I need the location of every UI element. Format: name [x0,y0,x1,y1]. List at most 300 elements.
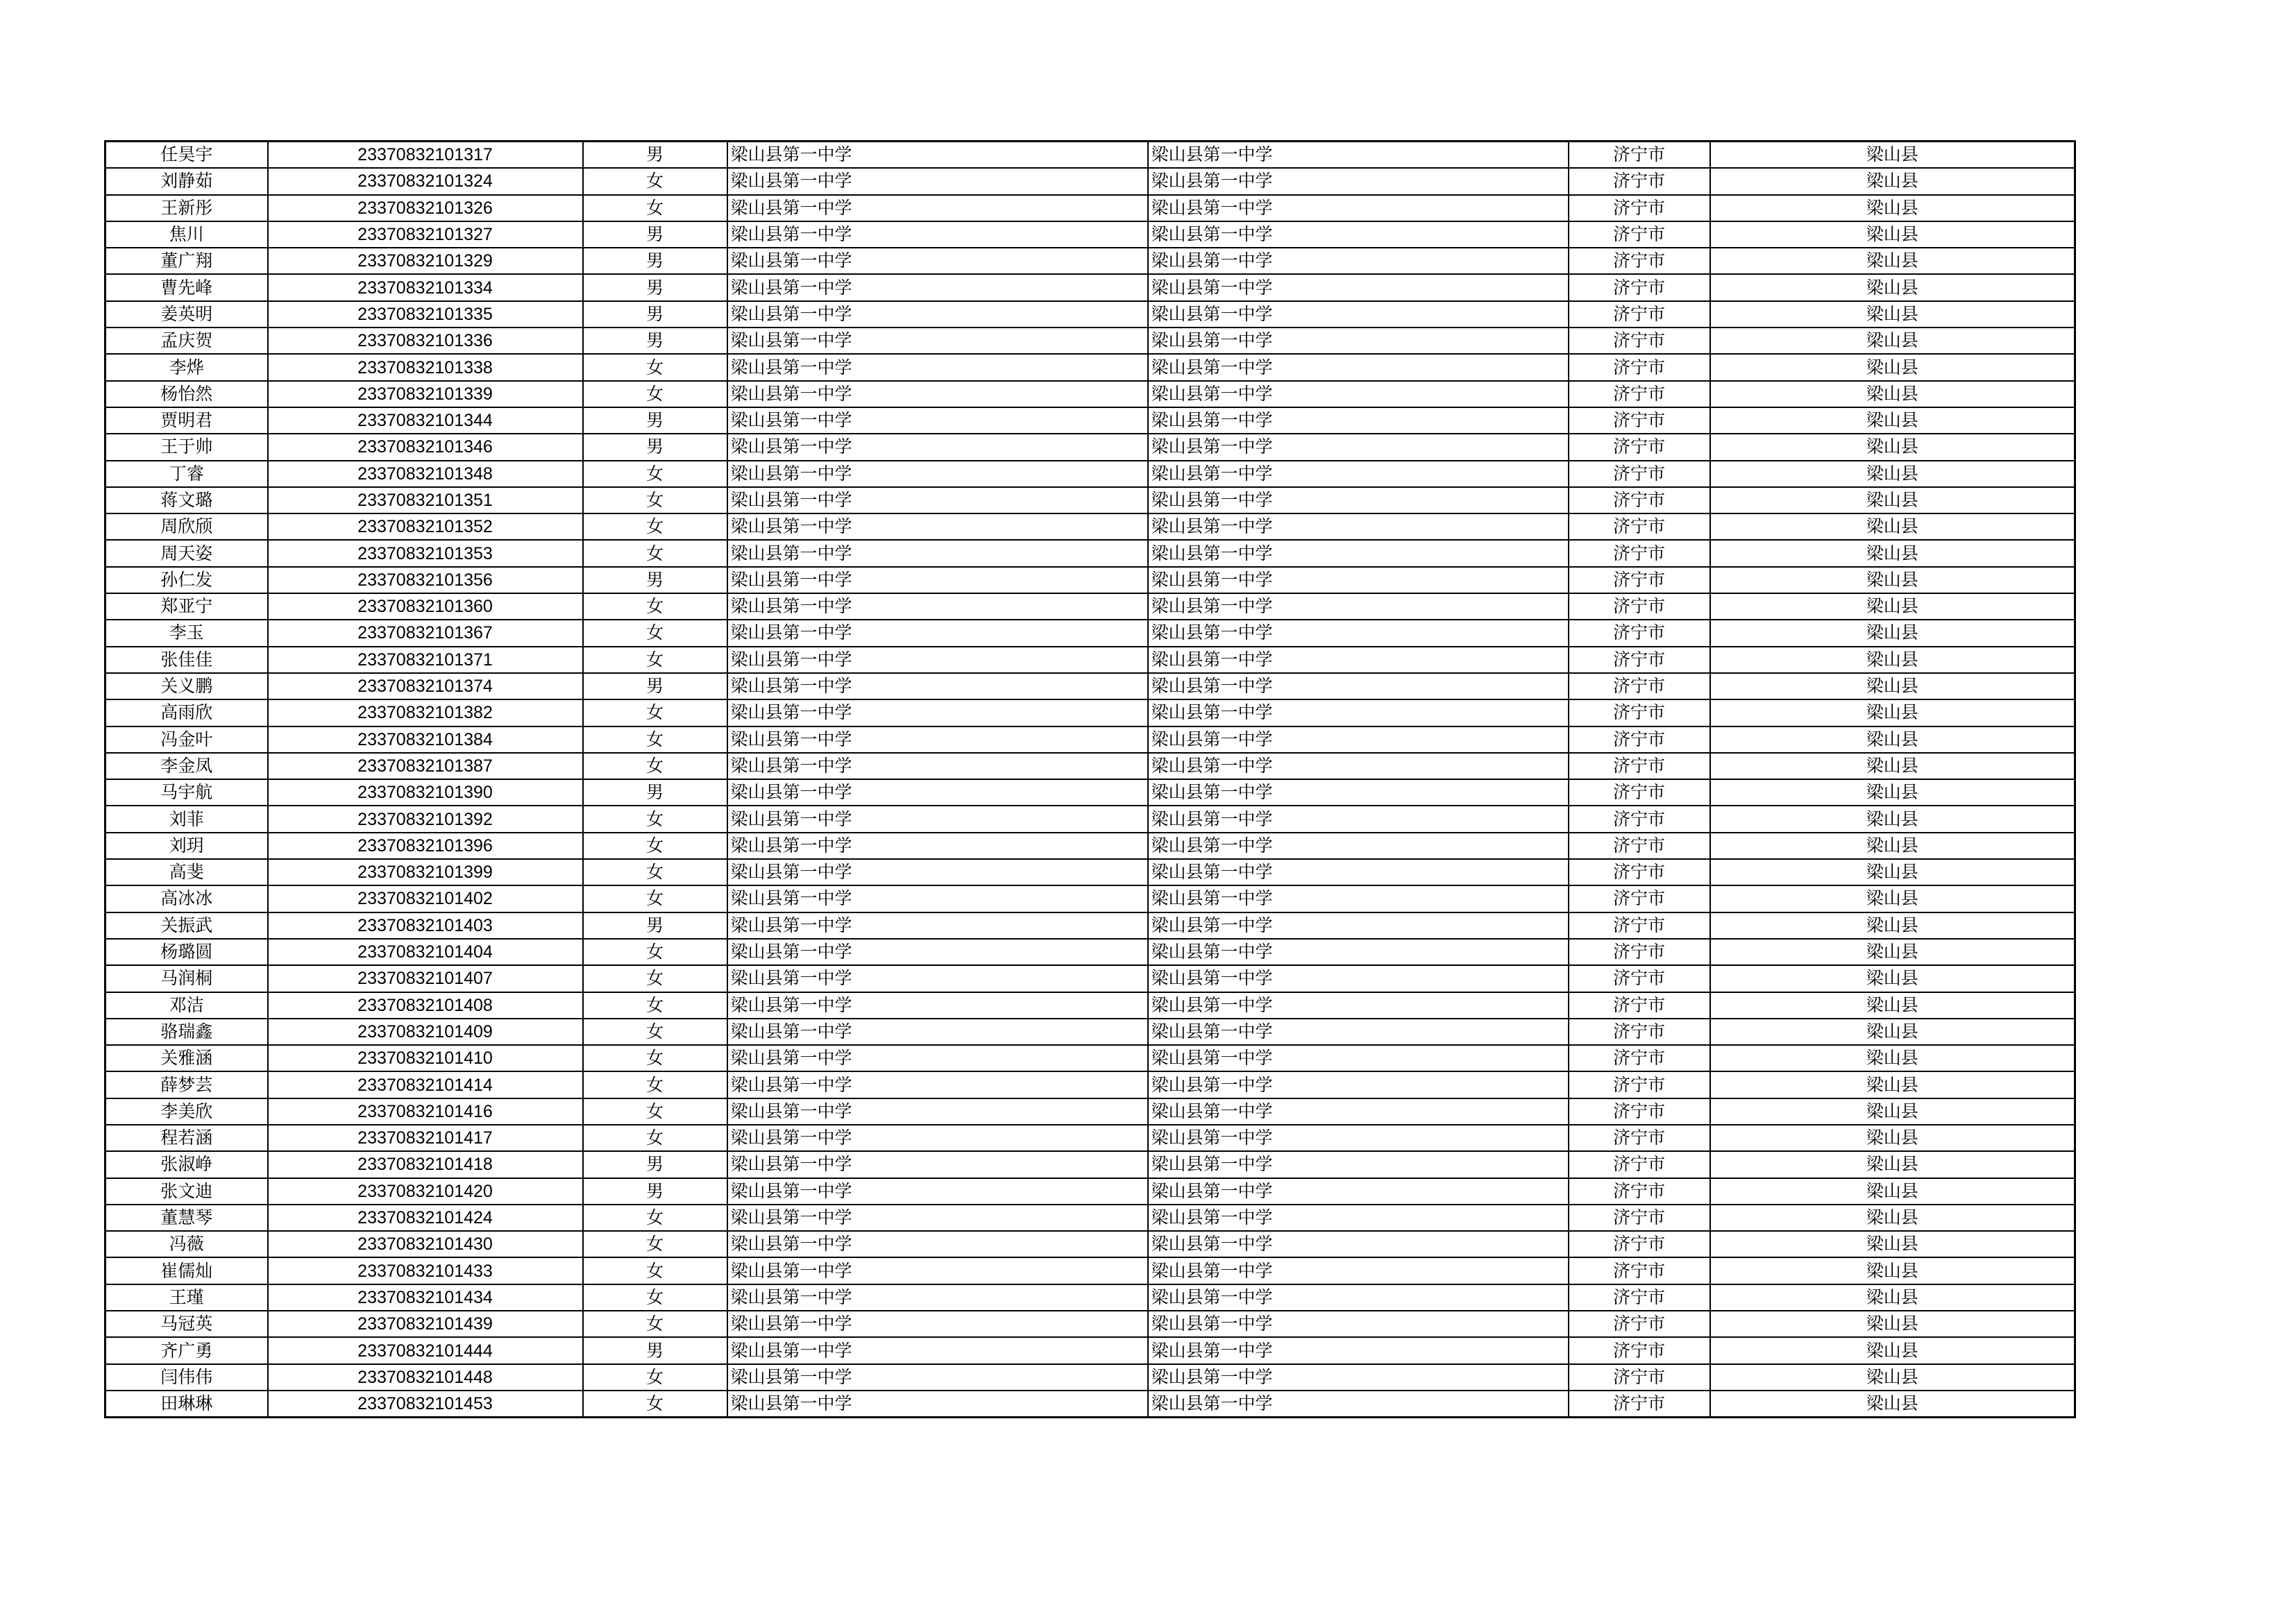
gender-cell: 男 [583,779,727,806]
table-row [105,833,2075,859]
gender-cell: 女 [583,1205,727,1231]
school-cell: 梁山县第一中学 [727,1071,1148,1098]
registered-school-cell: 梁山县第一中学 [1148,1364,1569,1391]
city-cell: 济宁市 [1569,1364,1710,1391]
county-cell: 梁山县 [1710,992,2075,1019]
exam-id-cell: 23370832101338 [268,354,583,380]
gender-cell: 女 [583,1284,727,1311]
city-cell: 济宁市 [1569,1125,1710,1151]
student-name-cell: 程若涵 [105,1125,268,1151]
exam-id-cell: 23370832101439 [268,1311,583,1337]
table-row [105,407,2075,434]
registered-school-cell: 梁山县第一中学 [1148,992,1569,1019]
city-cell: 济宁市 [1569,992,1710,1019]
school-cell: 梁山县第一中学 [727,726,1148,753]
school-cell: 梁山县第一中学 [727,965,1148,992]
registered-school-cell: 梁山县第一中学 [1148,1045,1569,1071]
registered-school-cell: 梁山县第一中学 [1148,1257,1569,1284]
registered-school-cell: 梁山县第一中学 [1148,593,1569,620]
gender-cell: 女 [583,885,727,912]
gender-cell: 男 [583,328,727,354]
student-name-cell: 张淑峥 [105,1151,268,1178]
city-cell: 济宁市 [1569,1284,1710,1311]
student-name-cell: 李玉 [105,620,268,646]
city-cell: 济宁市 [1569,620,1710,646]
registered-school-cell: 梁山县第一中学 [1148,965,1569,992]
school-cell: 梁山县第一中学 [727,407,1148,434]
registered-school-cell: 梁山县第一中学 [1148,1019,1569,1045]
school-cell: 梁山县第一中学 [727,461,1148,487]
exam-id-cell: 23370832101329 [268,248,583,274]
county-cell: 梁山县 [1710,673,2075,699]
city-cell: 济宁市 [1569,806,1710,832]
registered-school-cell: 梁山县第一中学 [1148,513,1569,540]
county-cell: 梁山县 [1710,620,2075,646]
gender-cell: 女 [583,699,727,726]
school-cell: 梁山县第一中学 [727,1231,1148,1257]
gender-cell: 男 [583,1151,727,1178]
city-cell: 济宁市 [1569,1205,1710,1231]
county-cell: 梁山县 [1710,859,2075,885]
registered-school-cell: 梁山县第一中学 [1148,806,1569,832]
county-cell: 梁山县 [1710,513,2075,540]
registered-school-cell: 梁山县第一中学 [1148,274,1569,300]
exam-id-cell: 23370832101410 [268,1045,583,1071]
school-cell: 梁山县第一中学 [727,328,1148,354]
exam-id-cell: 23370832101326 [268,195,583,221]
table-row [105,593,2075,620]
registered-school-cell: 梁山县第一中学 [1148,939,1569,965]
registered-school-cell: 梁山县第一中学 [1148,1151,1569,1178]
county-cell: 梁山县 [1710,1231,2075,1257]
city-cell: 济宁市 [1569,1178,1710,1205]
exam-id-cell: 23370832101399 [268,859,583,885]
exam-id-cell: 23370832101416 [268,1098,583,1125]
school-cell: 梁山县第一中学 [727,620,1148,646]
student-name-cell: 张文迪 [105,1178,268,1205]
table-row [105,142,2075,169]
city-cell: 济宁市 [1569,753,1710,779]
county-cell: 梁山县 [1710,885,2075,912]
registered-school-cell: 梁山县第一中学 [1148,753,1569,779]
city-cell: 济宁市 [1569,328,1710,354]
school-cell: 梁山县第一中学 [727,1098,1148,1125]
table-row [105,248,2075,274]
gender-cell: 女 [583,168,727,194]
registered-school-cell: 梁山县第一中学 [1148,381,1569,407]
school-cell: 梁山县第一中学 [727,248,1148,274]
gender-cell: 女 [583,487,727,513]
city-cell: 济宁市 [1569,381,1710,407]
table-row [105,1391,2075,1418]
table-row [105,301,2075,328]
school-cell: 梁山县第一中学 [727,753,1148,779]
table-row [105,354,2075,380]
school-cell: 梁山县第一中学 [727,301,1148,328]
exam-id-cell: 23370832101348 [268,461,583,487]
student-name-cell: 冯薇 [105,1231,268,1257]
student-name-cell: 杨璐圆 [105,939,268,965]
exam-id-cell: 23370832101408 [268,992,583,1019]
gender-cell: 女 [583,195,727,221]
county-cell: 梁山县 [1710,1257,2075,1284]
gender-cell: 女 [583,992,727,1019]
table-row [105,434,2075,460]
exam-id-cell: 23370832101434 [268,1284,583,1311]
exam-id-cell: 23370832101317 [268,142,583,169]
county-cell: 梁山县 [1710,1364,2075,1391]
gender-cell: 女 [583,354,727,380]
gender-cell: 男 [583,912,727,939]
school-cell: 梁山县第一中学 [727,195,1148,221]
exam-id-cell: 23370832101324 [268,168,583,194]
city-cell: 济宁市 [1569,1098,1710,1125]
exam-id-cell: 23370832101420 [268,1178,583,1205]
school-cell: 梁山县第一中学 [727,513,1148,540]
table-row [105,487,2075,513]
registered-school-cell: 梁山县第一中学 [1148,779,1569,806]
school-cell: 梁山县第一中学 [727,142,1148,169]
gender-cell: 男 [583,248,727,274]
registered-school-cell: 梁山县第一中学 [1148,461,1569,487]
school-cell: 梁山县第一中学 [727,1391,1148,1418]
city-cell: 济宁市 [1569,274,1710,300]
city-cell: 济宁市 [1569,487,1710,513]
city-cell: 济宁市 [1569,354,1710,380]
registered-school-cell: 梁山县第一中学 [1148,221,1569,248]
city-cell: 济宁市 [1569,221,1710,248]
table-row [105,1337,2075,1363]
registered-school-cell: 梁山县第一中学 [1148,567,1569,593]
registered-school-cell: 梁山县第一中学 [1148,1231,1569,1257]
county-cell: 梁山县 [1710,726,2075,753]
student-name-cell: 王瑾 [105,1284,268,1311]
city-cell: 济宁市 [1569,859,1710,885]
city-cell: 济宁市 [1569,833,1710,859]
table-row [105,221,2075,248]
county-cell: 梁山县 [1710,461,2075,487]
school-cell: 梁山县第一中学 [727,673,1148,699]
registered-school-cell: 梁山县第一中学 [1148,673,1569,699]
exam-id-cell: 23370832101344 [268,407,583,434]
table-row [105,1284,2075,1311]
county-cell: 梁山县 [1710,434,2075,460]
exam-id-cell: 23370832101384 [268,726,583,753]
student-name-cell: 董慧琴 [105,1205,268,1231]
student-name-cell: 马宇航 [105,779,268,806]
table-row [105,1125,2075,1151]
school-cell: 梁山县第一中学 [727,699,1148,726]
gender-cell: 女 [583,1391,727,1418]
county-cell: 梁山县 [1710,168,2075,194]
table-row [105,1311,2075,1337]
student-name-cell: 焦川 [105,221,268,248]
school-cell: 梁山县第一中学 [727,1284,1148,1311]
registered-school-cell: 梁山县第一中学 [1148,248,1569,274]
table-row [105,1151,2075,1178]
county-cell: 梁山县 [1710,912,2075,939]
city-cell: 济宁市 [1569,912,1710,939]
city-cell: 济宁市 [1569,407,1710,434]
gender-cell: 女 [583,1231,727,1257]
school-cell: 梁山县第一中学 [727,1337,1148,1363]
table-row [105,992,2075,1019]
student-name-cell: 丁睿 [105,461,268,487]
exam-id-cell: 23370832101353 [268,540,583,566]
student-name-cell: 任昊宇 [105,142,268,169]
registered-school-cell: 梁山县第一中学 [1148,859,1569,885]
table-row [105,195,2075,221]
exam-id-cell: 23370832101390 [268,779,583,806]
city-cell: 济宁市 [1569,1071,1710,1098]
city-cell: 济宁市 [1569,513,1710,540]
registered-school-cell: 梁山县第一中学 [1148,1311,1569,1337]
exam-id-cell: 23370832101414 [268,1071,583,1098]
table-row [105,381,2075,407]
gender-cell: 男 [583,301,727,328]
school-cell: 梁山县第一中学 [727,647,1148,673]
county-cell: 梁山县 [1710,1337,2075,1363]
county-cell: 梁山县 [1710,779,2075,806]
county-cell: 梁山县 [1710,965,2075,992]
gender-cell: 女 [583,1045,727,1071]
city-cell: 济宁市 [1569,168,1710,194]
county-cell: 梁山县 [1710,833,2075,859]
county-cell: 梁山县 [1710,1205,2075,1231]
registered-school-cell: 梁山县第一中学 [1148,1098,1569,1125]
student-name-cell: 关振武 [105,912,268,939]
exam-id-cell: 23370832101335 [268,301,583,328]
city-cell: 济宁市 [1569,540,1710,566]
student-name-cell: 王新彤 [105,195,268,221]
county-cell: 梁山县 [1710,806,2075,832]
gender-cell: 女 [583,540,727,566]
school-cell: 梁山县第一中学 [727,567,1148,593]
exam-id-cell: 23370832101367 [268,620,583,646]
county-cell: 梁山县 [1710,1045,2075,1071]
student-name-cell: 李烨 [105,354,268,380]
table-row [105,1045,2075,1071]
student-name-cell: 刘玥 [105,833,268,859]
county-cell: 梁山县 [1710,221,2075,248]
exam-id-cell: 23370832101430 [268,1231,583,1257]
city-cell: 济宁市 [1569,434,1710,460]
gender-cell: 男 [583,1178,727,1205]
exam-id-cell: 23370832101417 [268,1125,583,1151]
exam-id-cell: 23370832101392 [268,806,583,832]
table-row [105,328,2075,354]
student-name-cell: 高冰冰 [105,885,268,912]
student-name-cell: 姜英明 [105,301,268,328]
city-cell: 济宁市 [1569,1019,1710,1045]
school-cell: 梁山县第一中学 [727,992,1148,1019]
gender-cell: 男 [583,274,727,300]
city-cell: 济宁市 [1569,248,1710,274]
exam-id-cell: 23370832101382 [268,699,583,726]
exam-id-cell: 23370832101336 [268,328,583,354]
registered-school-cell: 梁山县第一中学 [1148,1284,1569,1311]
table-row [105,859,2075,885]
county-cell: 梁山县 [1710,567,2075,593]
gender-cell: 女 [583,939,727,965]
exam-id-cell: 23370832101403 [268,912,583,939]
table-row [105,912,2075,939]
student-name-cell: 李金凤 [105,753,268,779]
gender-cell: 女 [583,381,727,407]
student-name-cell: 郑亚宁 [105,593,268,620]
student-name-cell: 孙仁发 [105,567,268,593]
county-cell: 梁山县 [1710,1284,2075,1311]
student-name-cell: 刘菲 [105,806,268,832]
exam-id-cell: 23370832101360 [268,593,583,620]
city-cell: 济宁市 [1569,1257,1710,1284]
county-cell: 梁山县 [1710,753,2075,779]
registered-school-cell: 梁山县第一中学 [1148,168,1569,194]
registered-school-cell: 梁山县第一中学 [1148,912,1569,939]
student-name-cell: 邓洁 [105,992,268,1019]
student-name-cell: 周欣颀 [105,513,268,540]
county-cell: 梁山县 [1710,248,2075,274]
registered-school-cell: 梁山县第一中学 [1148,540,1569,566]
exam-id-cell: 23370832101374 [268,673,583,699]
school-cell: 梁山县第一中学 [727,779,1148,806]
registered-school-cell: 梁山县第一中学 [1148,1125,1569,1151]
registered-school-cell: 梁山县第一中学 [1148,434,1569,460]
city-cell: 济宁市 [1569,1337,1710,1363]
county-cell: 梁山县 [1710,407,2075,434]
gender-cell: 男 [583,142,727,169]
table-row [105,753,2075,779]
school-cell: 梁山县第一中学 [727,1205,1148,1231]
student-name-cell: 张佳佳 [105,647,268,673]
city-cell: 济宁市 [1569,779,1710,806]
school-cell: 梁山县第一中学 [727,381,1148,407]
city-cell: 济宁市 [1569,593,1710,620]
exam-id-cell: 23370832101334 [268,274,583,300]
school-cell: 梁山县第一中学 [727,1019,1148,1045]
city-cell: 济宁市 [1569,461,1710,487]
county-cell: 梁山县 [1710,1125,2075,1151]
registered-school-cell: 梁山县第一中学 [1148,885,1569,912]
county-cell: 梁山县 [1710,328,2075,354]
registered-school-cell: 梁山县第一中学 [1148,328,1569,354]
exam-id-cell: 23370832101448 [268,1364,583,1391]
table-row [105,1257,2075,1284]
gender-cell: 女 [583,1071,727,1098]
exam-id-cell: 23370832101346 [268,434,583,460]
gender-cell: 女 [583,1364,727,1391]
registered-school-cell: 梁山县第一中学 [1148,620,1569,646]
school-cell: 梁山县第一中学 [727,1311,1148,1337]
table-row [105,1205,2075,1231]
county-cell: 梁山县 [1710,699,2075,726]
exam-id-cell: 23370832101404 [268,939,583,965]
county-cell: 梁山县 [1710,1151,2075,1178]
student-name-cell: 马冠英 [105,1311,268,1337]
student-name-cell: 齐广勇 [105,1337,268,1363]
gender-cell: 男 [583,567,727,593]
student-name-cell: 闫伟伟 [105,1364,268,1391]
exam-id-cell: 23370832101453 [268,1391,583,1418]
gender-cell: 女 [583,593,727,620]
student-name-cell: 冯金叶 [105,726,268,753]
city-cell: 济宁市 [1569,965,1710,992]
exam-id-cell: 23370832101351 [268,487,583,513]
county-cell: 梁山县 [1710,195,2075,221]
exam-id-cell: 23370832101409 [268,1019,583,1045]
school-cell: 梁山县第一中学 [727,1125,1148,1151]
student-name-cell: 田琳琳 [105,1391,268,1418]
school-cell: 梁山县第一中学 [727,540,1148,566]
student-name-cell: 刘静茹 [105,168,268,194]
school-cell: 梁山县第一中学 [727,593,1148,620]
gender-cell: 女 [583,461,727,487]
school-cell: 梁山县第一中学 [727,1364,1148,1391]
city-cell: 济宁市 [1569,1391,1710,1418]
gender-cell: 女 [583,1125,727,1151]
gender-cell: 女 [583,859,727,885]
student-name-cell: 杨怡然 [105,381,268,407]
city-cell: 济宁市 [1569,647,1710,673]
table-row [105,647,2075,673]
registered-school-cell: 梁山县第一中学 [1148,487,1569,513]
table-row [105,567,2075,593]
student-name-cell: 崔儒灿 [105,1257,268,1284]
registered-school-cell: 梁山县第一中学 [1148,833,1569,859]
school-cell: 梁山县第一中学 [727,221,1148,248]
city-cell: 济宁市 [1569,142,1710,169]
student-name-cell: 曹先峰 [105,274,268,300]
county-cell: 梁山县 [1710,274,2075,300]
county-cell: 梁山县 [1710,1311,2075,1337]
gender-cell: 女 [583,965,727,992]
registered-school-cell: 梁山县第一中学 [1148,699,1569,726]
table-row [105,885,2075,912]
county-cell: 梁山县 [1710,647,2075,673]
table-row [105,1071,2075,1098]
student-name-cell: 关雅涵 [105,1045,268,1071]
county-cell: 梁山县 [1710,301,2075,328]
gender-cell: 女 [583,726,727,753]
city-cell: 济宁市 [1569,939,1710,965]
student-name-cell: 贾明君 [105,407,268,434]
registered-school-cell: 梁山县第一中学 [1148,407,1569,434]
table-row [105,1019,2075,1045]
gender-cell: 女 [583,753,727,779]
gender-cell: 女 [583,647,727,673]
school-cell: 梁山县第一中学 [727,939,1148,965]
exam-id-cell: 23370832101433 [268,1257,583,1284]
city-cell: 济宁市 [1569,1231,1710,1257]
registered-school-cell: 梁山县第一中学 [1148,1337,1569,1363]
table-row [105,965,2075,992]
student-name-cell: 周天姿 [105,540,268,566]
exam-id-cell: 23370832101402 [268,885,583,912]
gender-cell: 女 [583,806,727,832]
table-row [105,1231,2075,1257]
county-cell: 梁山县 [1710,1391,2075,1418]
school-cell: 梁山县第一中学 [727,1045,1148,1071]
registered-school-cell: 梁山县第一中学 [1148,726,1569,753]
exam-id-cell: 23370832101418 [268,1151,583,1178]
exam-id-cell: 23370832101352 [268,513,583,540]
county-cell: 梁山县 [1710,487,2075,513]
student-name-cell: 高斐 [105,859,268,885]
school-cell: 梁山县第一中学 [727,487,1148,513]
table-row [105,806,2075,832]
school-cell: 梁山县第一中学 [727,1257,1148,1284]
student-name-cell: 薛梦芸 [105,1071,268,1098]
